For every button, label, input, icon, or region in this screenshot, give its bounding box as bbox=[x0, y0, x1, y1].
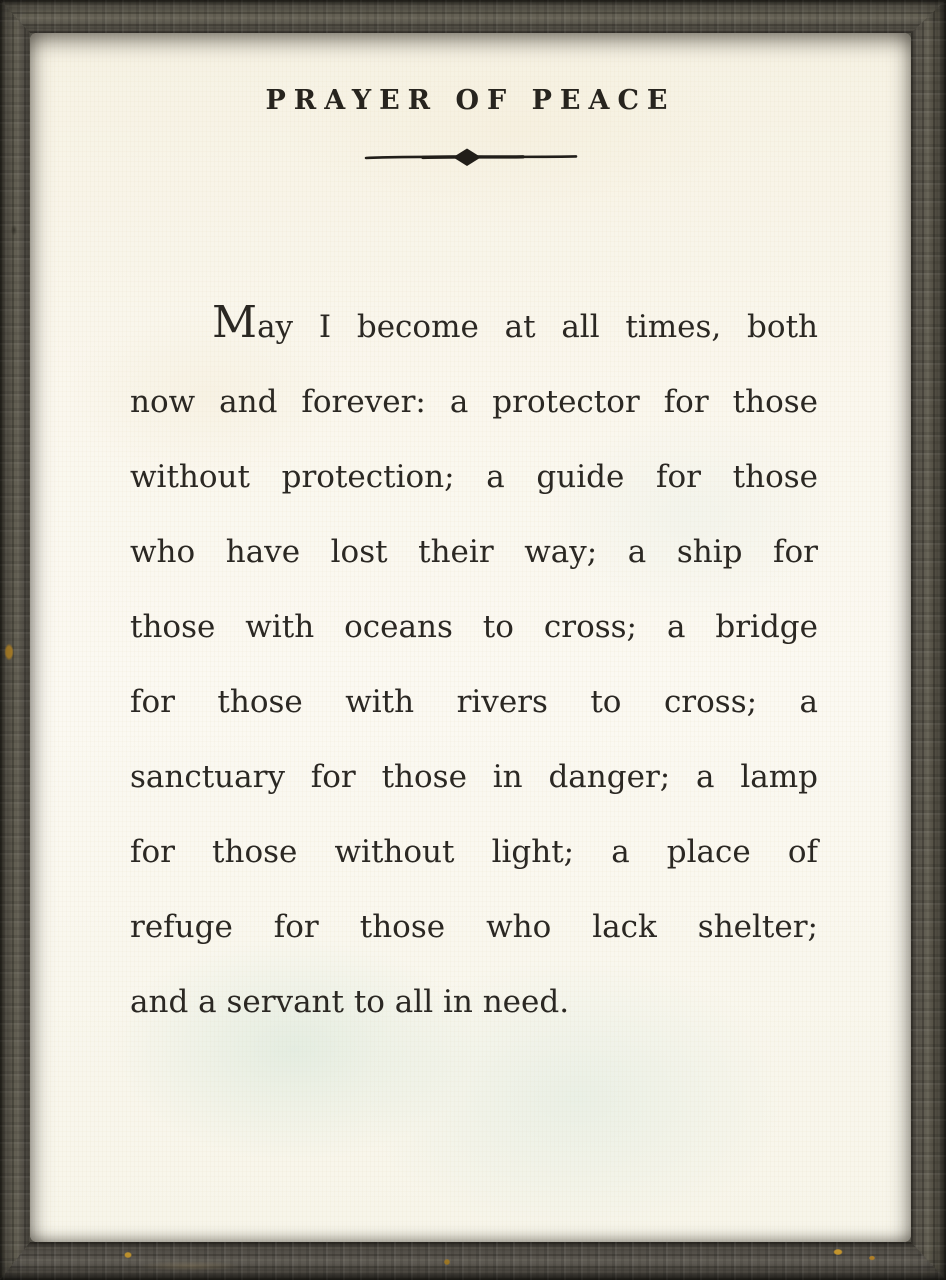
prayer-line: who have lost their way; a ship for bbox=[130, 534, 818, 570]
print-title: PRAYER OF PEACE bbox=[265, 85, 676, 116]
frame-bottom bbox=[0, 1242, 946, 1280]
prayer-line: without protection; a guide for those bbox=[130, 459, 818, 495]
prayer-line: sanctuary for those in danger; a lamp bbox=[130, 759, 818, 795]
prayer-line: now and forever: a protector for those bbox=[130, 384, 818, 420]
prayer-line: and a servant to all in need. bbox=[130, 984, 570, 1020]
frame-left bbox=[0, 0, 30, 1280]
diamond-rule-icon bbox=[363, 147, 579, 171]
prayer-line: for those with rivers to cross; a bbox=[130, 684, 818, 720]
canvas bbox=[30, 33, 911, 1242]
prayer-text-block bbox=[130, 285, 818, 1040]
frame-right bbox=[911, 0, 946, 1280]
prayer-line: those with oceans to cross; a bridge bbox=[130, 609, 818, 645]
frame-top bbox=[0, 0, 946, 33]
prayer-line: May I become at all times, both bbox=[212, 297, 818, 348]
prayer-line: for those without light; a place of bbox=[130, 834, 818, 870]
prayer-line: refuge for those who lack shelter; bbox=[130, 909, 818, 945]
